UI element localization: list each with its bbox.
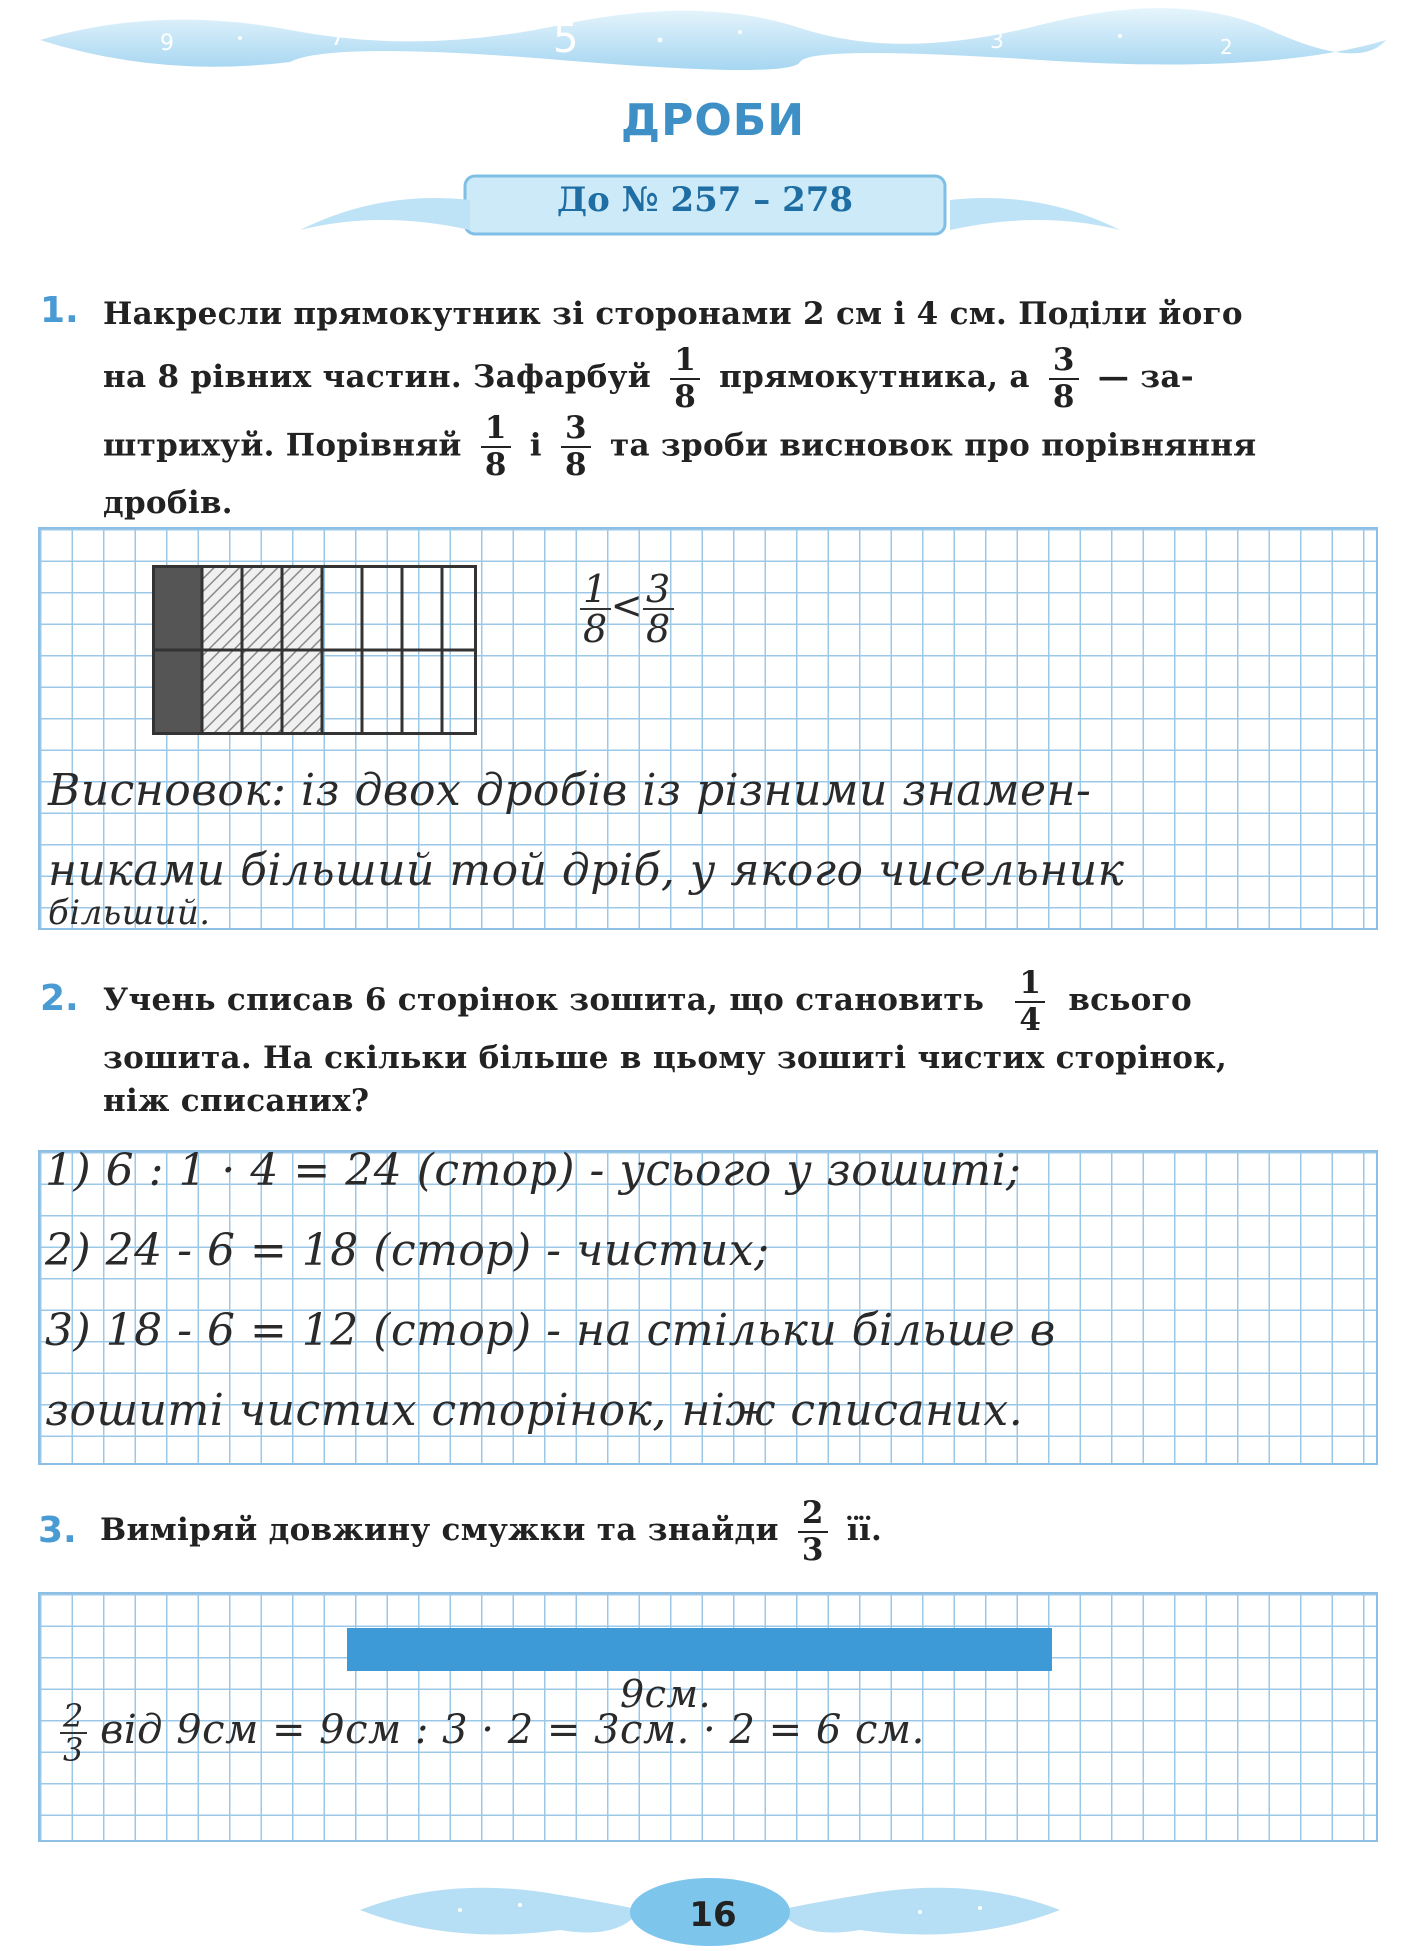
page-number: 16 [689,1895,737,1935]
task-1-line: Накресли прямокутник зі сторонами 2 см і 4 см. Поділи його [103,296,1243,332]
solution-step: 3) 18 - 6 = 12 (стор) - на стільки більше в [45,1305,1056,1356]
task-3-number: 3. [38,1510,77,1551]
numerator: 1 [1015,968,1045,1003]
numerator: 1 [670,345,700,380]
task-1-line: дробів. [103,484,233,521]
answer-fraction [60,1697,87,1769]
numerator: 2 [798,1498,828,1533]
fraction-one-eighth [670,341,700,415]
top-ribbon-decoration [40,0,1386,80]
denominator: 3 [801,1531,824,1568]
text-fragment: всього [1068,982,1192,1018]
text-fragment: прямокутника, а [719,359,1030,395]
conclusion-line: більший. [48,893,211,933]
numerator: 2 [60,1700,87,1734]
strip-length-label: 9см. [620,1672,712,1716]
denominator: 8 [646,607,671,651]
denominator: 8 [1052,378,1075,415]
text-fragment: на 8 рівних частин. Зафарбуй [103,359,652,395]
task-2-line [103,965,1373,1036]
task-1-number: 1. [40,290,79,331]
ribbon-digit: 5 [553,16,579,62]
denominator: 8 [484,446,507,483]
answer-expression: від 9см = 9см : 3 · 2 = 3см. · 2 = 6 см. [100,1707,925,1753]
text-fragment: та зроби висновок про порівняння [609,427,1257,463]
denominator: 3 [63,1731,84,1769]
text-fragment: і [529,427,542,463]
measuring-strip [347,1628,1052,1671]
text-fragment: Учень списав 6 сторінок зошита, що становить [103,982,985,1018]
numerator: 1 [481,413,511,448]
less-than-sign: < [610,583,644,628]
handwritten-comparison [580,567,674,651]
fraction-three-eighths [561,409,591,483]
fraction-one-quarter [1015,964,1045,1038]
solution-step: зошиті чистих сторінок, ніж списаних. [45,1385,1024,1436]
denominator: 8 [564,446,587,483]
ribbon-digit: 3 [990,29,1004,54]
denominator: 8 [674,378,697,415]
hand-fraction-left [580,567,611,651]
denominator: 4 [1019,1001,1042,1038]
denominator: 8 [583,607,608,651]
solution-step: 1) 6 : 1 · 4 = 24 (стор) - усього у зошиті; [45,1145,1022,1196]
fraction-one-eighth [481,409,511,483]
text-fragment: штрихуй. Порівняй [103,427,462,463]
solution-step: 2) 24 - 6 = 18 (стор) - чистих; [45,1225,770,1276]
task-2-number: 2. [40,978,79,1019]
ribbon-digit: 2 [1220,35,1233,59]
task-2-line: ніж списаних? [103,1082,370,1119]
numerator: 1 [580,570,611,610]
numerator: 3 [561,413,591,448]
banner-left-wing [300,190,470,240]
task-1-line [103,343,1373,413]
task-3-text [100,1494,883,1568]
text-fragment: її. [846,1512,883,1548]
task-1-line [103,409,1373,483]
conclusion-line: никами більший той дріб, у якого чисельник [48,845,1125,896]
ribbon-digit: 7 [330,23,346,51]
page-title: ДРОБИ [620,95,806,146]
answer-line [60,1697,925,1769]
fraction-two-thirds [798,1494,828,1568]
task-1-text [103,285,1373,525]
task-2-line: зошита. На скільки більше в цьому зошиті чистих сторінок, [103,1039,1228,1076]
conclusion-line: Висновок: із двох дробів із різними знамен- [48,765,1092,816]
fraction-three-eighths [1049,341,1079,415]
task-range-label: До № 257 – 278 [556,180,854,220]
numerator: 3 [1049,345,1079,380]
divided-rectangle [152,565,477,735]
banner-right-wing [950,190,1120,240]
task-2-text [103,965,1373,1122]
text-fragment: — за- [1097,359,1194,395]
hand-fraction-right [643,567,674,651]
ribbon-digit: 9 [160,31,174,56]
numerator: 3 [643,570,674,610]
text-fragment: Виміряй довжину смужки та знайди [100,1512,779,1548]
